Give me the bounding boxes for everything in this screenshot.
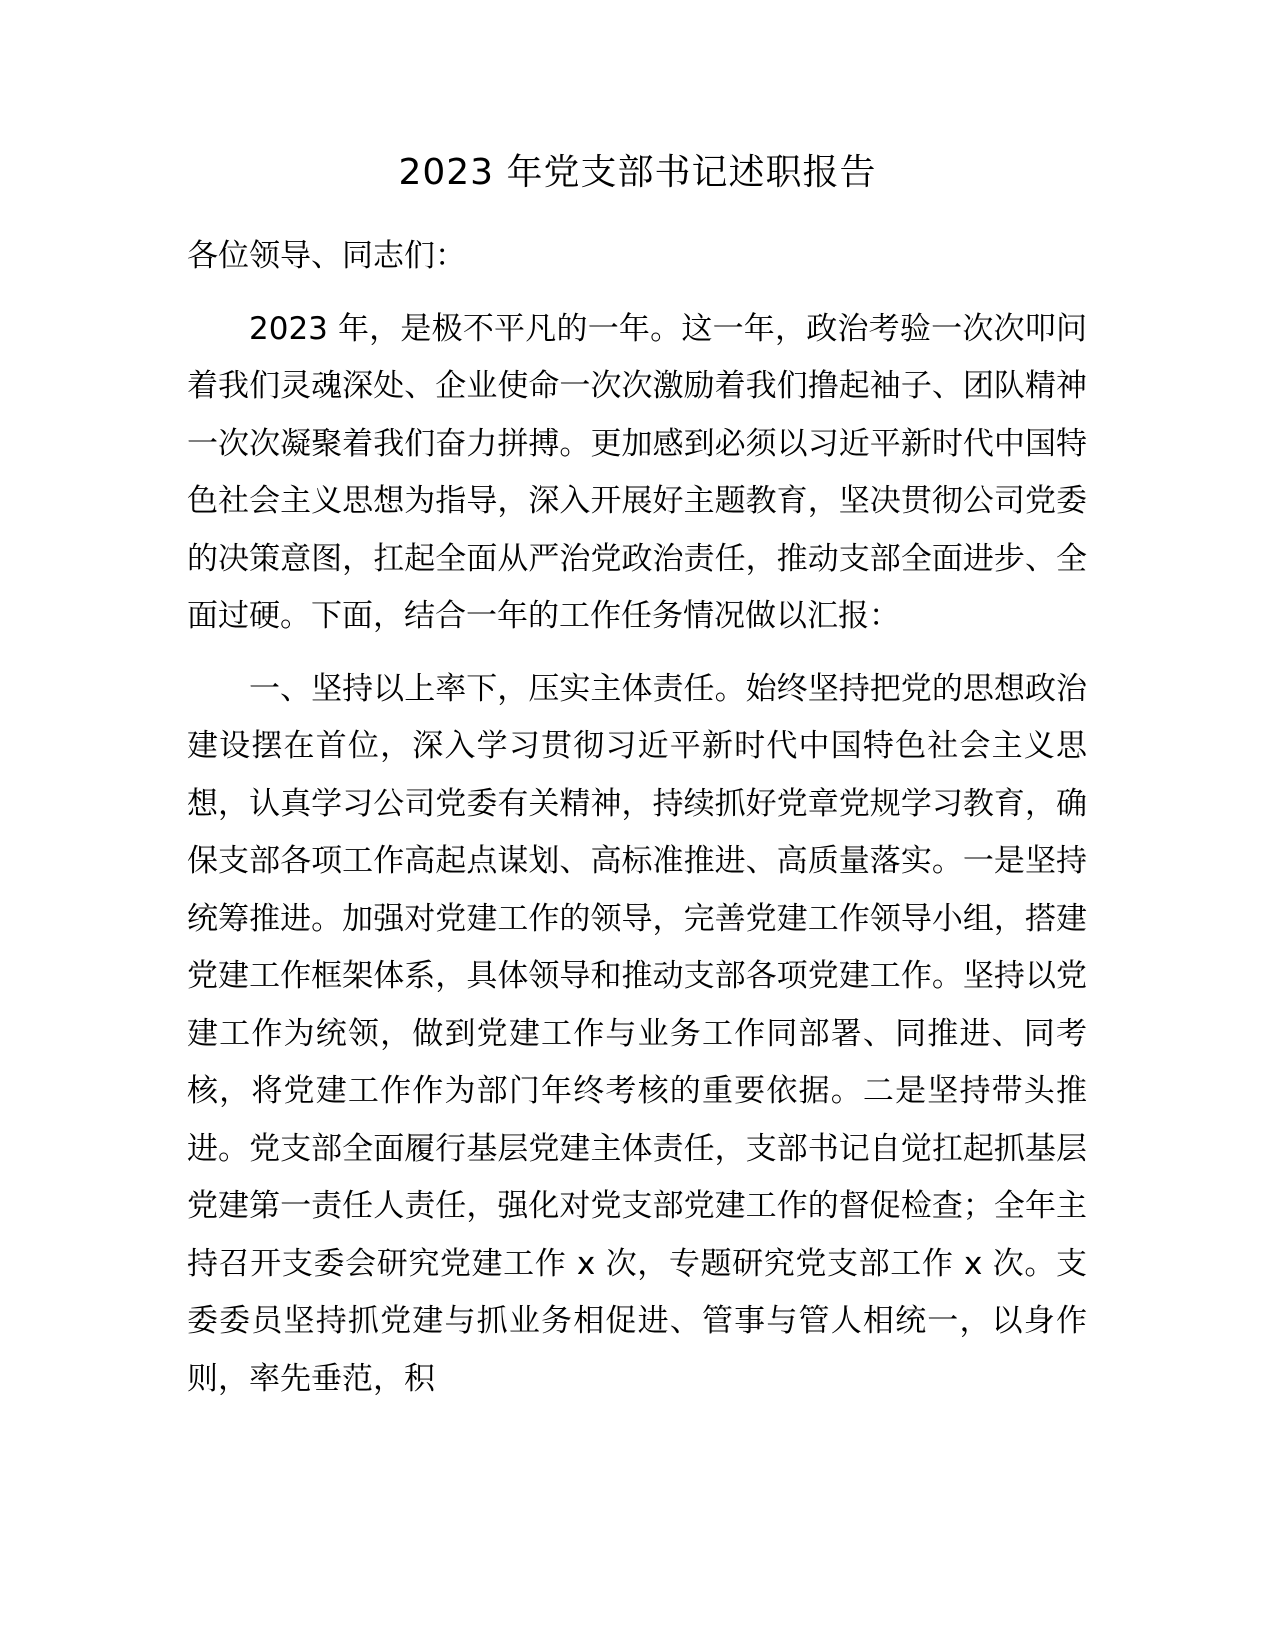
document-title: 2023 年党支部书记述职报告 — [398, 152, 877, 193]
salutation: 各位领导、同志们： — [187, 238, 466, 274]
paragraph-intro: 2023 年，是极不平凡的一年。这一年，政治考验一次次叩问着我们灵魂深处、企业使命一次次激励着我们撸起袖子、团队精神一次次凝聚着我们奋力拼搏。更加感到必须以习近平新时代中国特色社会主义思想为指导，深入开展好主题教育，坚决贯彻公司党委的决策意图，扛起全面从严治党政治责任，推动支部全面进步、全面过硬。下面，结合一年的工作任务情况做以汇报： — [187, 310, 1087, 634]
paragraph-section-one: 一、坚持以上率下，压实主体责任。始终坚持把党的思想政治建设摆在首位，深入学习贯彻习近平新时代中国特色社会主义思想，认真学习公司党委有关精神，持续抓好党章党规学习教育，确保支部各项工作高起点谋划、高标准推进、高质量落实。一是坚持统筹推进。加强对党建工作的领导，完善党建工作领导小组，搭建党建工作框架体系，具体领导和推动支部各项党建工作。坚持以党建工作为统领，做到党建工作与业务工作同部署、同推进、同考核，将党建工作作为部门年终考核的重要依据。二是坚持带头推进。党支部全面履行基层党建主体责任，支部书记自觉扛起抓基层党建第一责任人责任，强化对党支部党建工作的督促检查；全年主持召开支委会研究党建工作 x 次，专题研究党支部工作 x 次。支委委员坚持抓党建与抓业务相促进、管事与管人相统一，以身作则，率先垂范，积 — [187, 670, 1087, 1397]
document-body — [187, 228, 1087, 1423]
